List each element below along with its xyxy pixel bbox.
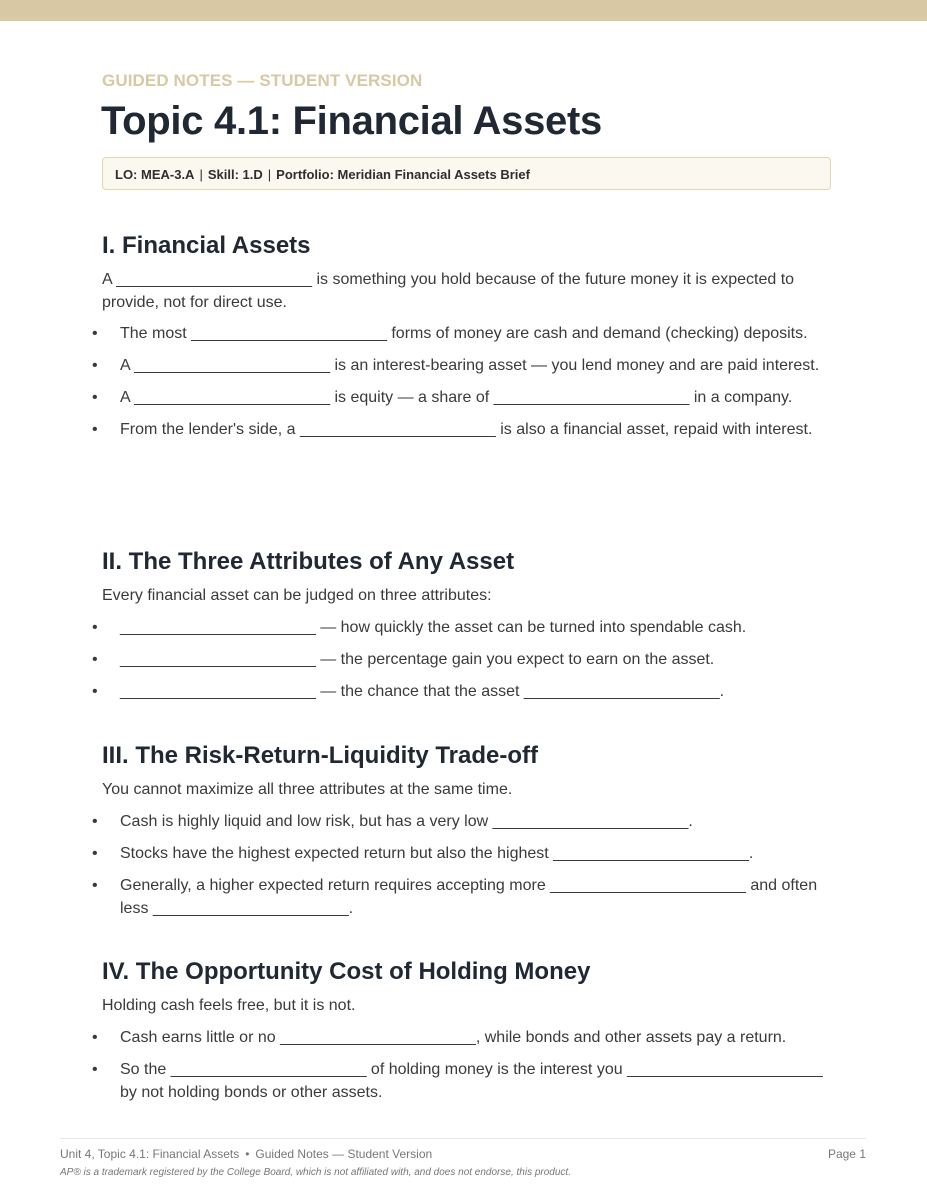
footer-version-label: Guided Notes — Student Version <box>255 1147 433 1161</box>
learning-objective-box <box>102 157 831 190</box>
list-item: • A ______________________ is an interest-bearing asset — you lend money and are paid interest. <box>102 354 842 377</box>
footer-document-label <box>60 1147 432 1161</box>
footer-unit-label: Unit 4, Topic 4.1: Financial Assets <box>60 1147 240 1161</box>
list-item: • A ______________________ is equity — a share of ______________________ in a company. <box>102 386 842 409</box>
section-three-attributes <box>102 547 842 703</box>
page-number: Page 1 <box>827 1147 866 1161</box>
section-risk-return-tradeoff <box>102 741 842 920</box>
list-item: • Stocks have the highest expected return but also the highest ______________________. <box>102 842 842 865</box>
list-item: • Generally, a higher expected return requires accepting more ______________________ and often less ______________________. <box>102 874 842 920</box>
meta-separator: | <box>267 167 272 182</box>
page-title: Topic 4.1: Financial Assets <box>101 99 602 143</box>
section-intro: Every financial asset can be judged on three attributes: <box>102 587 492 604</box>
section-heading: III. The Risk-Return-Liquidity Trade-off <box>102 742 539 769</box>
list-item: • So the ______________________ of holding money is the interest you ______________________ by not holding bonds or other assets. <box>102 1058 842 1104</box>
section-heading: IV. The Opportunity Cost of Holding Money <box>102 958 591 985</box>
list-item: • The most ______________________ forms of money are cash and demand (checking) deposits. <box>102 322 842 345</box>
list-item: • Cash earns little or no ______________________, while bonds and other assets pay a return. <box>102 1026 842 1049</box>
top-accent-bar <box>0 0 927 21</box>
footer-divider <box>60 1138 866 1139</box>
list-item: • ______________________ — the chance that the asset ______________________. <box>102 680 842 703</box>
section-heading: I. Financial Assets <box>102 232 311 259</box>
bullet-list <box>102 810 842 920</box>
section-heading: II. The Three Attributes of Any Asset <box>102 548 515 575</box>
objective-meta-line <box>115 167 530 182</box>
document-eyebrow: GUIDED NOTES — STUDENT VERSION <box>102 71 423 90</box>
bullet-list <box>102 322 842 441</box>
section-intro: A ______________________ is something you hold because of the future money it is expected to provide, not for direct use. <box>102 271 795 311</box>
skill-code: Skill: 1.D <box>207 167 263 182</box>
bullet-list <box>102 616 842 703</box>
portfolio-name: Portfolio: Meridian Financial Assets Brief <box>276 167 530 182</box>
list-item: • ______________________ — the percentage gain you expect to earn on the asset. <box>102 648 842 671</box>
list-item: • From the lender's side, a ______________________ is also a financial asset, repaid with interest. <box>102 418 842 441</box>
list-item: • ______________________ — how quickly the asset can be turned into spendable cash. <box>102 616 842 639</box>
section-financial-assets <box>102 231 842 441</box>
section-intro: Holding cash feels free, but it is not. <box>102 997 356 1014</box>
section-intro: You cannot maximize all three attributes at the same time. <box>102 781 513 798</box>
meta-separator: | <box>199 167 203 182</box>
lo-code: LO: MEA-3.A <box>115 167 195 182</box>
section-opportunity-cost <box>102 957 842 1104</box>
list-item: • Cash is highly liquid and low risk, but has a very low ______________________. <box>102 810 842 833</box>
footer-separator: • <box>245 1147 250 1161</box>
bullet-list <box>102 1026 842 1104</box>
trademark-disclaimer: AP® is a trademark registered by the College Board, which is not affiliated with, and does not endorse, this product. <box>60 1167 571 1178</box>
